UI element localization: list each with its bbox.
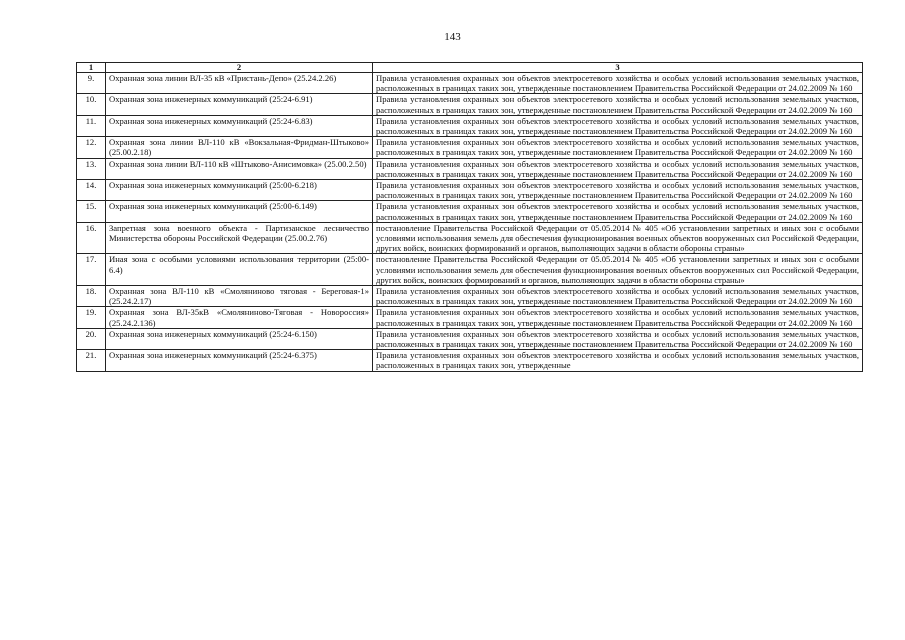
row-number-cell: 14. <box>77 180 106 201</box>
zone-name-cell: Запретная зона военного объекта - Партизанское лесничество Министерства обороны Российской Федерации (25.00.2.76) <box>106 222 373 254</box>
page-number: 143 <box>444 31 461 43</box>
legal-basis-cell: постановление Правительства Российской Федерации от 05.05.2014 № 405 «Об установлении запретных и иных зон с особыми условиями использования земель для обеспечения функционирования военных объектов вооруженных сил Российской Федерации, других войск, воинских формирований и органов, выполняющих задачи в области обороны страны» <box>373 254 863 286</box>
legal-basis-cell: Правила установления охранных зон объектов электросетевого хозяйства и особых условий использования земельных участков, расположенных в границах таких зон, утвержденные постановлением Правительства Российской Федерации от 24.02.2009 № 160 <box>373 115 863 136</box>
table-row <box>77 254 863 286</box>
legal-basis-cell: постановление Правительства Российской Федерации от 05.05.2014 № 405 «Об установлении запретных и иных зон с особыми условиями использования земель для обеспечения функционирования военных объектов вооруженных сил Российской Федерации, других войск, воинских формирований и органов, выполняющих задачи в области обороны страны» <box>373 222 863 254</box>
table-row <box>77 222 863 254</box>
zone-name-cell: Охранная зона ВЛ-35кВ «Смоляниново-Тяговая - Новороссия» (25.24.2.136) <box>106 307 373 328</box>
row-number-cell: 15. <box>77 201 106 222</box>
legal-basis-cell: Правила установления охранных зон объектов электросетевого хозяйства и особых условий использования земельных участков, расположенных в границах таких зон, утвержденные постановлением Правительства Российской Федерации от 24.02.2009 № 160 <box>373 307 863 328</box>
table-row <box>77 73 863 94</box>
column-header-2: 2 <box>106 63 373 73</box>
zone-name-cell: Охранная зона линии ВЛ-35 кВ «Пристань-Депо» (25.24.2.26) <box>106 73 373 94</box>
table-header-row <box>77 63 863 73</box>
table-body <box>77 73 863 372</box>
table-row <box>77 201 863 222</box>
zone-name-cell: Охранная зона инженерных коммуникаций (25:00-6.149) <box>106 201 373 222</box>
table-row <box>77 180 863 201</box>
zone-name-cell: Охранная зона линии ВЛ-110 кВ «Штыково-Анисимовка» (25.00.2.50) <box>106 158 373 179</box>
legal-basis-cell: Правила установления охранных зон объектов электросетевого хозяйства и особых условий использования земельных участков, расположенных в границах таких зон, утвержденные постановлением Правительства Российской Федерации от 24.02.2009 № 160 <box>373 137 863 158</box>
zone-name-cell: Охранная зона инженерных коммуникаций (25:24-6.83) <box>106 115 373 136</box>
legal-basis-cell: Правила установления охранных зон объектов электросетевого хозяйства и особых условий использования земельных участков, расположенных в границах таких зон, утвержденные постановлением Правительства Российской Федерации от 24.02.2009 № 160 <box>373 328 863 349</box>
zone-name-cell: Охранная зона линии ВЛ-110 кВ «Вокзальная-Фридман-Штыково» (25.00.2.18) <box>106 137 373 158</box>
zone-name-cell: Охранная зона ВЛ-110 кВ «Смоляниново тяговая - Береговая-1» (25.24.2.17) <box>106 286 373 307</box>
table-row <box>77 350 863 371</box>
row-number-cell: 12. <box>77 137 106 158</box>
table-row <box>77 94 863 115</box>
row-number-cell: 21. <box>77 350 106 371</box>
table-row <box>77 307 863 328</box>
table-row <box>77 328 863 349</box>
legal-basis-cell: Правила установления охранных зон объектов электросетевого хозяйства и особых условий использования земельных участков, расположенных в границах таких зон, утвержденные постановлением Правительства Российской Федерации от 24.02.2009 № 160 <box>373 94 863 115</box>
column-header-3: 3 <box>373 63 863 73</box>
legal-basis-cell: Правила установления охранных зон объектов электросетевого хозяйства и особых условий использования земельных участков, расположенных в границах таких зон, утвержденные <box>373 350 863 371</box>
row-number-cell: 11. <box>77 115 106 136</box>
legal-basis-cell: Правила установления охранных зон объектов электросетевого хозяйства и особых условий использования земельных участков, расположенных в границах таких зон, утвержденные постановлением Правительства Российской Федерации от 24.02.2009 № 160 <box>373 286 863 307</box>
row-number-cell: 19. <box>77 307 106 328</box>
zone-name-cell: Иная зона с особыми условиями использования территории (25:00-6.4) <box>106 254 373 286</box>
row-number-cell: 18. <box>77 286 106 307</box>
legal-basis-cell: Правила установления охранных зон объектов электросетевого хозяйства и особых условий использования земельных участков, расположенных в границах таких зон, утвержденные постановлением Правительства Российской Федерации от 24.02.2009 № 160 <box>373 158 863 179</box>
row-number-cell: 17. <box>77 254 106 286</box>
table-row <box>77 158 863 179</box>
row-number-cell: 16. <box>77 222 106 254</box>
zone-name-cell: Охранная зона инженерных коммуникаций (25:24-6.91) <box>106 94 373 115</box>
table-row <box>77 286 863 307</box>
zone-name-cell: Охранная зона инженерных коммуникаций (25:24-6.150) <box>106 328 373 349</box>
zone-name-cell: Охранная зона инженерных коммуникаций (25:24-6.375) <box>106 350 373 371</box>
row-number-cell: 13. <box>77 158 106 179</box>
legal-basis-cell: Правила установления охранных зон объектов электросетевого хозяйства и особых условий использования земельных участков, расположенных в границах таких зон, утвержденные постановлением Правительства Российской Федерации от 24.02.2009 № 160 <box>373 73 863 94</box>
legal-basis-cell: Правила установления охранных зон объектов электросетевого хозяйства и особых условий использования земельных участков, расположенных в границах таких зон, утвержденные постановлением Правительства Российской Федерации от 24.02.2009 № 160 <box>373 201 863 222</box>
row-number-cell: 10. <box>77 94 106 115</box>
table-row <box>77 115 863 136</box>
zone-name-cell: Охранная зона инженерных коммуникаций (25:00-6.218) <box>106 180 373 201</box>
table-row <box>77 137 863 158</box>
row-number-cell: 9. <box>77 73 106 94</box>
column-header-1: 1 <box>77 63 106 73</box>
legal-basis-cell: Правила установления охранных зон объектов электросетевого хозяйства и особых условий использования земельных участков, расположенных в границах таких зон, утвержденные постановлением Правительства Российской Федерации от 24.02.2009 № 160 <box>373 180 863 201</box>
zones-table <box>76 62 863 372</box>
row-number-cell: 20. <box>77 328 106 349</box>
